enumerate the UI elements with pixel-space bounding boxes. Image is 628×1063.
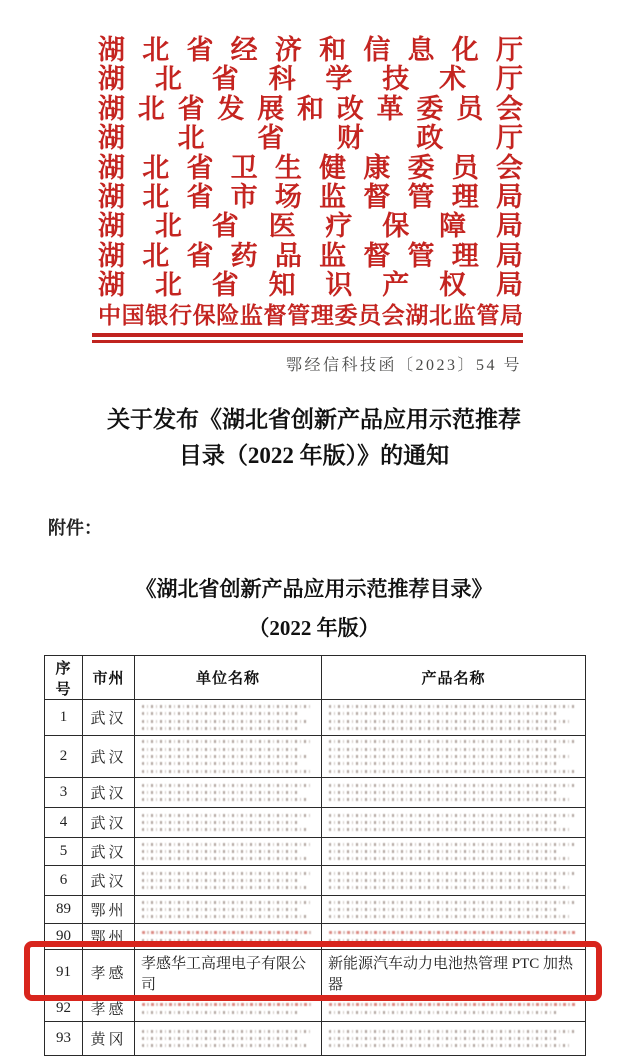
letterhead-line: 湖北省科学技术厅	[98, 64, 523, 95]
cell-city: 武汉	[83, 866, 135, 896]
cell-no: 5	[45, 838, 83, 866]
letterhead-line: 湖北省财政厅	[98, 123, 523, 154]
cell-product: 新能源汽车动力电池热管理 PTC 加热器	[322, 950, 586, 996]
cell-city: 武汉	[83, 838, 135, 866]
cell-no: 6	[45, 866, 83, 896]
letterhead	[98, 36, 523, 330]
cell-city: 武汉	[83, 736, 135, 778]
redacted-text	[328, 736, 579, 777]
cell-unit-redacted	[135, 1022, 322, 1056]
attachment-label: 附件：	[48, 518, 102, 538]
cell-product-redacted	[322, 736, 586, 778]
col-header-city: 市州	[83, 656, 135, 700]
cell-unit-redacted	[135, 866, 322, 896]
letterhead-line: 湖北省卫生健康委员会	[98, 152, 523, 183]
notice-title-line2: 目录（2022 年版）》的通知	[178, 443, 450, 468]
redacted-text	[328, 867, 579, 893]
cell-unit-redacted	[135, 838, 322, 866]
redacted-text	[141, 701, 315, 735]
letterhead-line: 湖北省市场监督管理局	[98, 181, 523, 212]
table-row	[45, 778, 586, 808]
cell-no: 93	[45, 1022, 83, 1056]
cell-unit-redacted	[135, 700, 322, 736]
cell-unit-redacted	[135, 924, 322, 950]
table-row	[45, 736, 586, 778]
cell-city: 孝感	[83, 996, 135, 1022]
table-row	[45, 996, 586, 1022]
cell-no: 2	[45, 736, 83, 778]
table-row	[45, 896, 586, 924]
letterhead-line: 湖北省经济和信息化厅	[98, 35, 523, 65]
letterhead-line: 中国银行保险监督管理委员会湖北监管局	[98, 302, 523, 328]
cell-unit-redacted	[135, 736, 322, 778]
cell-product-redacted	[322, 896, 586, 924]
redacted-text	[141, 1025, 315, 1051]
table-row	[45, 838, 586, 866]
redacted-text	[141, 896, 315, 922]
col-header-product: 产品名称	[322, 656, 586, 700]
redacted-text	[328, 701, 579, 735]
cell-city: 武汉	[83, 700, 135, 736]
redacted-text	[141, 838, 315, 864]
redacted-text	[328, 927, 579, 946]
redacted-text	[141, 809, 315, 835]
cell-city: 孝感	[83, 950, 135, 996]
letterhead-line: 湖北省医疗保障局	[98, 211, 523, 242]
cell-product-redacted	[322, 778, 586, 808]
redacted-text	[328, 1025, 579, 1051]
cell-no: 92	[45, 996, 83, 1022]
cell-product-redacted	[322, 924, 586, 950]
cell-no: 89	[45, 896, 83, 924]
cell-product-redacted	[322, 1022, 586, 1056]
table-row	[45, 808, 586, 838]
table-row	[45, 1022, 586, 1056]
letterhead-divider-rule	[92, 333, 523, 343]
col-header-unit: 单位名称	[135, 656, 322, 700]
redacted-text	[141, 867, 315, 893]
redacted-text	[328, 779, 579, 805]
letterhead-line: 湖北省药品监督管理局	[98, 240, 523, 271]
redacted-text	[141, 927, 315, 946]
cell-product-redacted	[322, 838, 586, 866]
catalog-table-wrap	[44, 655, 585, 1056]
cell-no: 4	[45, 808, 83, 838]
cell-unit: 孝感华工高理电子有限公司	[135, 950, 322, 996]
cell-product-redacted	[322, 866, 586, 896]
cell-no: 90	[45, 924, 83, 950]
letterhead-line: 湖北省知识产权局	[98, 270, 523, 301]
table-row	[45, 924, 586, 950]
cell-unit-redacted	[135, 808, 322, 838]
table-row	[45, 700, 586, 736]
cell-no: 91	[45, 950, 83, 996]
cell-product-redacted	[322, 996, 586, 1022]
cell-city: 武汉	[83, 778, 135, 808]
catalog-title-line2: （2022 年版）	[248, 616, 380, 640]
redacted-text	[141, 736, 315, 777]
cell-city: 鄂州	[83, 896, 135, 924]
cell-no: 1	[45, 700, 83, 736]
catalog-table	[44, 655, 586, 1056]
cell-unit-redacted	[135, 778, 322, 808]
cell-unit-redacted	[135, 996, 322, 1022]
notice-title-line1: 关于发布《湖北省创新产品应用示范推荐	[107, 407, 521, 432]
cell-city: 武汉	[83, 808, 135, 838]
cell-product-redacted	[322, 700, 586, 736]
redacted-text	[141, 779, 315, 805]
redacted-text	[328, 809, 579, 835]
cell-unit-redacted	[135, 896, 322, 924]
table-row-highlighted	[45, 950, 586, 996]
redacted-text	[141, 999, 315, 1018]
redacted-text	[328, 838, 579, 864]
notice-title	[0, 402, 628, 474]
redacted-text	[328, 999, 579, 1018]
cell-no: 3	[45, 778, 83, 808]
cell-city: 黄冈	[83, 1022, 135, 1056]
redacted-text	[328, 896, 579, 922]
document-number: 鄂经信科技函〔2023〕54 号	[285, 357, 522, 374]
table-row	[45, 866, 586, 896]
col-header-no: 序号	[45, 656, 83, 700]
table-header-row	[45, 656, 586, 700]
letterhead-line: 湖北省发展和改革委员会	[98, 93, 523, 124]
cell-product-redacted	[322, 808, 586, 838]
catalog-title-line1: 《湖北省创新产品应用示范推荐目录》	[135, 577, 493, 601]
cell-city: 鄂州	[83, 924, 135, 950]
catalog-title	[0, 570, 628, 648]
